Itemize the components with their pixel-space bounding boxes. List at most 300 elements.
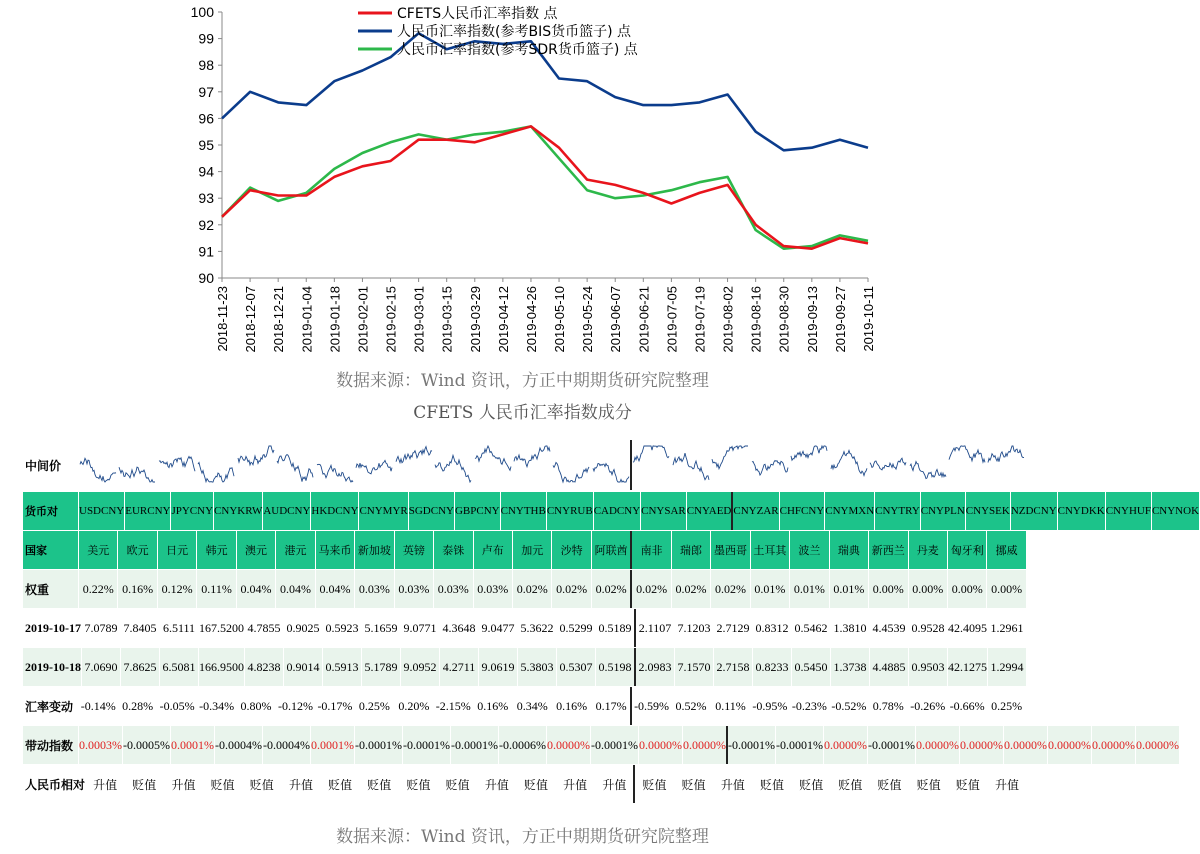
- rmb-relative-row: [23, 765, 1027, 803]
- index-effect-cell: -0.0004%: [215, 726, 263, 764]
- rmb-relative-cell: 贬值: [125, 765, 164, 803]
- weight-cell: 0.03%: [474, 570, 513, 608]
- x-tick-label: 2019-03-01: [411, 286, 427, 353]
- rate-cell: 0.5450: [792, 648, 831, 686]
- change-cell: -2.15%: [434, 687, 473, 725]
- change-cell: -0.66%: [948, 687, 987, 725]
- change-row: [23, 687, 1027, 725]
- rate-cell: 0.5462: [792, 609, 831, 647]
- rate-cell: 0.5299: [557, 609, 596, 647]
- rmb-relative-cell: 贬值: [870, 765, 909, 803]
- weight-cell: 0.02%: [632, 570, 671, 608]
- pair-cell: JPYCNY: [171, 492, 214, 530]
- change-cell: 0.11%: [711, 687, 750, 725]
- change-cell: 0.78%: [869, 687, 908, 725]
- pair-cell: CNYDKK: [1058, 492, 1106, 530]
- sparkline-path: [633, 446, 669, 462]
- rate-cell: 0.9503: [909, 648, 948, 686]
- sparkline-cadcny: [513, 440, 551, 488]
- country-cell: 波兰: [790, 531, 829, 569]
- rate-cell: 1.2994: [988, 648, 1027, 686]
- sparkline-path: [277, 455, 313, 482]
- x-tick-label: 2019-03-15: [439, 286, 455, 353]
- rate-cell: 5.1659: [362, 609, 401, 647]
- sparkline-cnykrw: [197, 440, 235, 488]
- rmb-relative-cell: 贬值: [910, 765, 949, 803]
- index-effect-cell: -0.0001%: [403, 726, 451, 764]
- sparkline-cnyzar: [632, 440, 670, 488]
- change-cell: 0.80%: [237, 687, 276, 725]
- change-cell: 0.34%: [513, 687, 552, 725]
- sparkline-cell: [987, 440, 1026, 490]
- rate-cell: 7.8625: [121, 648, 160, 686]
- index-effect-cell: 0.0000%: [1136, 726, 1180, 764]
- rmb-relative-cell: 贬值: [439, 765, 478, 803]
- sparkline-cell: [830, 440, 869, 490]
- sparkline-path: [119, 467, 155, 482]
- y-tick-label: 94: [198, 163, 214, 180]
- sparkline-path: [159, 457, 195, 472]
- change-cell: 0.52%: [672, 687, 711, 725]
- pair-cell: GBPCNY: [455, 492, 501, 530]
- weight-cell: 0.02%: [513, 570, 552, 608]
- change-cell: 0.16%: [474, 687, 513, 725]
- sparkline-cell: [395, 440, 434, 490]
- sparkline-cell: [434, 440, 473, 490]
- x-tick-label: 2019-01-04: [299, 286, 315, 353]
- table-source-note: 数据来源：Wind 资讯，方正中期期货研究院整理: [336, 827, 709, 847]
- x-tick-label: 2019-04-12: [495, 286, 511, 353]
- rate-1018-row: [23, 648, 1027, 686]
- rate-cell: 7.1203: [675, 609, 714, 647]
- country-cell: 匈牙利: [948, 531, 987, 569]
- change-cell: -0.17%: [316, 687, 355, 725]
- sparkline-cnysek: [830, 440, 868, 488]
- rmb-relative-cell: 升值: [86, 765, 125, 803]
- rate-cell: 166.9500: [199, 648, 245, 686]
- country-cell: 阿联酋: [592, 531, 632, 569]
- sparkline-path: [870, 458, 906, 470]
- sparkline-path: [791, 446, 827, 460]
- country-cell: 日元: [158, 531, 197, 569]
- sparkline-cell: [790, 440, 829, 490]
- pair-cell: CNYSAR: [641, 492, 687, 530]
- index-effect-cell: -0.0001%: [451, 726, 499, 764]
- pair-cell: SGDCNY: [409, 492, 455, 530]
- pair-cell: USDCNY: [79, 492, 125, 530]
- rate-cell: 2.0983: [636, 648, 675, 686]
- weight-cell: 0.16%: [118, 570, 157, 608]
- sparkline-cnyhuf: [948, 440, 986, 488]
- weight-cell: 0.03%: [434, 570, 473, 608]
- rate-cell: 4.2711: [440, 648, 479, 686]
- index-effect-cell: 0.0000%: [1004, 726, 1048, 764]
- country-cell: 新西兰: [869, 531, 908, 569]
- row-label: 权重: [23, 570, 79, 608]
- country-cell: 卢布: [474, 531, 513, 569]
- rate-cell: 4.3648: [440, 609, 479, 647]
- rate-cell: 4.8238: [245, 648, 284, 686]
- x-tick-label: 2019-05-24: [580, 286, 596, 353]
- pair-cell: CNYMXN: [825, 492, 875, 530]
- weight-cell: 0.02%: [672, 570, 711, 608]
- sparkline-gbpcny: [395, 440, 433, 488]
- sparkline-path: [673, 453, 709, 480]
- index-effect-cell: 0.0001%: [311, 726, 355, 764]
- x-tick-label: 2019-02-01: [355, 286, 371, 353]
- rate-cell: 7.0690: [82, 648, 121, 686]
- row-label: 汇率变动: [23, 687, 79, 725]
- sparkline-chfcny: [672, 440, 710, 488]
- sparkline-path: [356, 460, 392, 473]
- sparkline-hkdcny: [276, 440, 314, 488]
- sparkline-path: [514, 446, 550, 467]
- pair-cell: CNYMYR: [359, 492, 408, 530]
- sparkline-path: [80, 458, 116, 482]
- sparkline-path: [435, 455, 471, 482]
- row-label: 带动指数: [23, 726, 79, 764]
- rmb-relative-cell: 升值: [556, 765, 595, 803]
- rmb-relative-cell: 升值: [478, 765, 517, 803]
- country-cell: 马来币: [316, 531, 355, 569]
- weight-cell: 0.00%: [869, 570, 908, 608]
- index-effect-cell: -0.0001%: [591, 726, 639, 764]
- sparkline-cell: [948, 440, 987, 490]
- index-effect-cell: -0.0001%: [868, 726, 916, 764]
- index-effect-row: [23, 726, 1179, 764]
- weight-cell: 0.04%: [276, 570, 315, 608]
- rate-cell: 9.0771: [401, 609, 440, 647]
- rmb-relative-cell: 贬值: [399, 765, 438, 803]
- rmb-relative-cell: 贬值: [204, 765, 243, 803]
- pair-cell: CNYRUB: [547, 492, 594, 530]
- rmb-relative-cell: 贬值: [243, 765, 282, 803]
- index-effect-cell: -0.0006%: [499, 726, 547, 764]
- change-cell: -0.52%: [830, 687, 869, 725]
- sparkline-cnytry: [751, 440, 789, 488]
- sparkline-jpycny: [158, 440, 196, 488]
- rate-cell: 42.4095: [948, 609, 988, 647]
- rate-cell: 5.1789: [362, 648, 401, 686]
- country-cell: 港元: [276, 531, 315, 569]
- sparkline-cnythb: [434, 440, 472, 488]
- legend-label: CFETS人民币汇率指数 点: [397, 6, 558, 22]
- rate-cell: 2.7129: [714, 609, 753, 647]
- index-effect-cell: 0.0003%: [79, 726, 123, 764]
- change-cell: -0.34%: [197, 687, 236, 725]
- row-label: 2019-10-18: [23, 648, 82, 686]
- index-effect-cell: 0.0001%: [171, 726, 215, 764]
- y-tick-label: 98: [198, 57, 214, 74]
- y-tick-label: 95: [198, 137, 214, 153]
- index-effect-cell: 0.0000%: [1048, 726, 1092, 764]
- sparkline-nzdcny: [869, 440, 907, 488]
- x-tick-label: 2019-04-26: [523, 286, 539, 353]
- rate-cell: 2.1107: [636, 609, 675, 647]
- weight-cell: 0.01%: [790, 570, 829, 608]
- rmb-relative-cell: 贬值: [635, 765, 674, 803]
- country-cell: 瑞典: [830, 531, 869, 569]
- sparkline-cell: [592, 440, 632, 490]
- rmb-relative-cell: 升值: [714, 765, 753, 803]
- sparkline-cnyaed: [592, 440, 630, 488]
- pair-cell: NZDCNY: [1011, 492, 1058, 530]
- rmb-relative-cell: 贬值: [517, 765, 556, 803]
- rate-cell: 4.4885: [870, 648, 909, 686]
- sparkline-cell: [197, 440, 236, 490]
- rmb-relative-cell: 升值: [164, 765, 203, 803]
- sparkline-cell: [158, 440, 197, 490]
- x-tick-label: 2019-06-21: [636, 286, 652, 353]
- legend-label: 人民币汇率指数(参考SDR货币篮子) 点: [397, 42, 638, 58]
- y-tick-label: 90: [198, 270, 214, 286]
- row-label: 国家: [23, 531, 79, 569]
- x-tick-label: 2019-06-07: [608, 286, 624, 353]
- change-cell: -0.26%: [909, 687, 948, 725]
- sparkline-path: [949, 446, 985, 462]
- legend-label: 人民币汇率指数(参考BIS货币篮子) 点: [397, 24, 631, 40]
- sparkline-label: 中间价: [23, 440, 79, 490]
- sparkline-eurcny: [118, 440, 156, 488]
- weight-cell: 0.02%: [711, 570, 750, 608]
- sparkline-cell: [552, 440, 591, 490]
- index-effect-cell: 0.0000%: [639, 726, 683, 764]
- weight-cell: 0.02%: [592, 570, 632, 608]
- sparkline-cell: [276, 440, 315, 490]
- change-cell: 0.17%: [592, 687, 632, 725]
- pair-cell: CNYHUF: [1106, 492, 1152, 530]
- rmb-relative-cell: 贬值: [321, 765, 360, 803]
- sparkline-audcny: [237, 440, 275, 488]
- country-cell: 泰铢: [434, 531, 473, 569]
- sparkline-cnysar: [552, 440, 590, 488]
- sparkline-cell: [909, 440, 948, 490]
- rmb-relative-cell: 升值: [282, 765, 321, 803]
- rate-cell: 6.5081: [160, 648, 199, 686]
- rmb-relative-cell: 升值: [595, 765, 635, 803]
- weight-cell: 0.11%: [197, 570, 236, 608]
- rate-cell: 0.8312: [753, 609, 792, 647]
- country-cell: 沙特: [552, 531, 591, 569]
- index-effect-cell: -0.0001%: [776, 726, 824, 764]
- row-label: 2019-10-17: [23, 609, 82, 647]
- row-label: 人民币相对: [23, 765, 86, 803]
- sparkline-path: [593, 464, 629, 483]
- x-tick-label: 2019-08-16: [748, 286, 764, 353]
- change-cell: -0.05%: [158, 687, 197, 725]
- sparkline-cell: [711, 440, 750, 490]
- rate-cell: 9.0619: [479, 648, 518, 686]
- x-tick-label: 2019-08-02: [720, 286, 736, 353]
- change-cell: -0.14%: [79, 687, 118, 725]
- x-tick-label: 2019-10-11: [861, 286, 876, 352]
- rate-cell: 42.1275: [948, 648, 988, 686]
- pair-cell: CNYSEK: [966, 492, 1011, 530]
- rmb-relative-cell: 贬值: [675, 765, 714, 803]
- weight-cell: 0.04%: [316, 570, 355, 608]
- country-cell: 新加坡: [355, 531, 394, 569]
- x-tick-label: 2019-08-30: [776, 286, 792, 353]
- index-effect-cell: -0.0004%: [263, 726, 311, 764]
- sparkline-usdcny: [79, 440, 117, 488]
- sparkline-path: [553, 463, 589, 483]
- pair-row: [23, 492, 1200, 530]
- rate-cell: 5.3622: [518, 609, 557, 647]
- weight-cell: 0.01%: [830, 570, 869, 608]
- sparkline-path: [988, 446, 1024, 463]
- sparkline-path: [396, 447, 432, 463]
- sparkline-cnymyr: [316, 440, 354, 488]
- x-tick-label: 2018-11-23: [215, 286, 230, 352]
- table-title: CFETS 人民币汇率指数成分: [413, 403, 632, 423]
- pair-cell: AUDCNY: [263, 492, 311, 530]
- sparkline-cell: [672, 440, 711, 490]
- change-cell: -0.23%: [790, 687, 829, 725]
- rate-cell: 0.8233: [753, 648, 792, 686]
- sparkline-cnypln: [790, 440, 828, 488]
- change-cell: -0.12%: [276, 687, 315, 725]
- sparkline-cell: [632, 440, 671, 490]
- change-cell: 0.28%: [118, 687, 157, 725]
- country-cell: 丹麦: [909, 531, 948, 569]
- x-tick-label: 2019-05-10: [552, 286, 568, 353]
- y-tick-label: 100: [190, 4, 214, 20]
- pair-cell: CHFCNY: [780, 492, 826, 530]
- country-cell: 挪威: [987, 531, 1026, 569]
- x-tick-label: 2019-02-15: [383, 286, 399, 353]
- rmb-relative-cell: 贬值: [831, 765, 870, 803]
- sparkline-cell: [316, 440, 355, 490]
- index-effect-cell: 0.0000%: [960, 726, 1004, 764]
- rate-cell: 167.5200: [199, 609, 245, 647]
- country-cell: 欧元: [118, 531, 157, 569]
- x-tick-label: 2018-12-07: [243, 286, 259, 353]
- index-effect-cell: 0.0000%: [916, 726, 960, 764]
- rate-cell: 7.8405: [121, 609, 160, 647]
- rate-cell: 2.7158: [714, 648, 753, 686]
- sparkline-cell: [869, 440, 908, 490]
- sparkline-cell: [751, 440, 790, 490]
- pair-cell: CNYPLN: [921, 492, 966, 530]
- rmb-relative-cell: 贬值: [753, 765, 792, 803]
- x-tick-label: 2019-01-18: [327, 286, 343, 353]
- sparkline-path: [910, 462, 946, 479]
- rate-cell: 0.5198: [596, 648, 636, 686]
- sparkline-cell: [118, 440, 157, 490]
- index-effect-cell: -0.0005%: [123, 726, 171, 764]
- cfets-components-table: [23, 440, 1200, 805]
- index-line-chart: [0, 0, 1045, 366]
- rate-cell: 1.3810: [831, 609, 870, 647]
- sparkline-path: [712, 446, 748, 469]
- y-tick-label: 93: [198, 190, 214, 207]
- pair-cell: HKDCNY: [311, 492, 359, 530]
- rmb-relative-cell: 升值: [988, 765, 1027, 803]
- country-cell: 美元: [79, 531, 118, 569]
- x-tick-label: 2018-12-21: [271, 286, 287, 353]
- x-tick-label: 2019-09-13: [804, 286, 820, 353]
- index-effect-cell: -0.0001%: [728, 726, 776, 764]
- sparkline-path: [238, 446, 274, 465]
- sparkline-cell: [513, 440, 552, 490]
- y-tick-label: 99: [198, 30, 214, 47]
- y-tick-label: 91: [198, 243, 214, 260]
- sparkline-path: [752, 461, 788, 476]
- pair-cell: CNYAED: [687, 492, 734, 530]
- weight-row: [23, 570, 1027, 608]
- weight-cell: 0.01%: [751, 570, 790, 608]
- rmb-relative-cell: 贬值: [792, 765, 831, 803]
- y-tick-label: 97: [198, 83, 214, 100]
- pair-cell: CNYTRY: [875, 492, 921, 530]
- sparkline-row: [23, 440, 1027, 490]
- rate-cell: 5.3803: [518, 648, 557, 686]
- pair-cell: CNYZAR: [733, 492, 779, 530]
- country-cell: 韩元: [197, 531, 236, 569]
- rate-cell: 4.4539: [870, 609, 909, 647]
- sparkline-path: [198, 463, 234, 483]
- x-tick-label: 2019-07-19: [692, 286, 708, 353]
- rate-cell: 7.0789: [82, 609, 121, 647]
- sparkline-cnynok: [987, 440, 1025, 488]
- country-cell: 墨西哥: [711, 531, 750, 569]
- country-cell: 加元: [513, 531, 552, 569]
- pair-cell: EURCNY: [125, 492, 171, 530]
- rmb-relative-cell: 贬值: [949, 765, 988, 803]
- change-cell: 0.25%: [987, 687, 1026, 725]
- pair-cell: CNYTHB: [501, 492, 547, 530]
- weight-cell: 0.00%: [987, 570, 1026, 608]
- index-effect-cell: 0.0000%: [1092, 726, 1136, 764]
- change-cell: -0.59%: [632, 687, 671, 725]
- rate-cell: 0.9025: [284, 609, 323, 647]
- change-cell: -0.95%: [751, 687, 790, 725]
- sparkline-cell: [355, 440, 394, 490]
- change-cell: 0.25%: [355, 687, 394, 725]
- x-tick-label: 2019-03-29: [467, 286, 483, 353]
- rate-1017-row: [23, 609, 1027, 647]
- rate-cell: 9.0477: [479, 609, 518, 647]
- sparkline-cnyrub: [474, 440, 512, 488]
- chart-source-note: 数据来源：Wind 资讯，方正中期期货研究院整理: [336, 371, 709, 391]
- x-tick-label: 2019-09-27: [832, 286, 848, 353]
- sparkline-path: [317, 464, 353, 482]
- y-tick-label: 96: [198, 110, 214, 127]
- index-effect-cell: 0.0000%: [683, 726, 728, 764]
- rate-cell: 0.5189: [596, 609, 636, 647]
- sparkline-sgdcny: [355, 440, 393, 488]
- rate-cell: 0.5923: [323, 609, 362, 647]
- country-row: [23, 531, 1027, 569]
- sparkline-path: [831, 450, 867, 475]
- sparkline-cell: [79, 440, 118, 490]
- x-tick-label: 2019-07-05: [664, 286, 680, 353]
- row-label: 货币对: [23, 492, 79, 530]
- country-cell: 南非: [632, 531, 671, 569]
- sparkline-cnydkk: [909, 440, 947, 488]
- rate-cell: 0.5913: [323, 648, 362, 686]
- rate-cell: 0.9014: [284, 648, 323, 686]
- rate-cell: 0.5307: [557, 648, 596, 686]
- weight-cell: 0.12%: [158, 570, 197, 608]
- pair-cell: CADCNY: [594, 492, 641, 530]
- change-cell: 0.16%: [552, 687, 591, 725]
- weight-cell: 0.04%: [237, 570, 276, 608]
- weight-cell: 0.03%: [355, 570, 394, 608]
- rate-cell: 0.9528: [909, 609, 948, 647]
- sparkline-cell: [237, 440, 276, 490]
- weight-cell: 0.22%: [79, 570, 118, 608]
